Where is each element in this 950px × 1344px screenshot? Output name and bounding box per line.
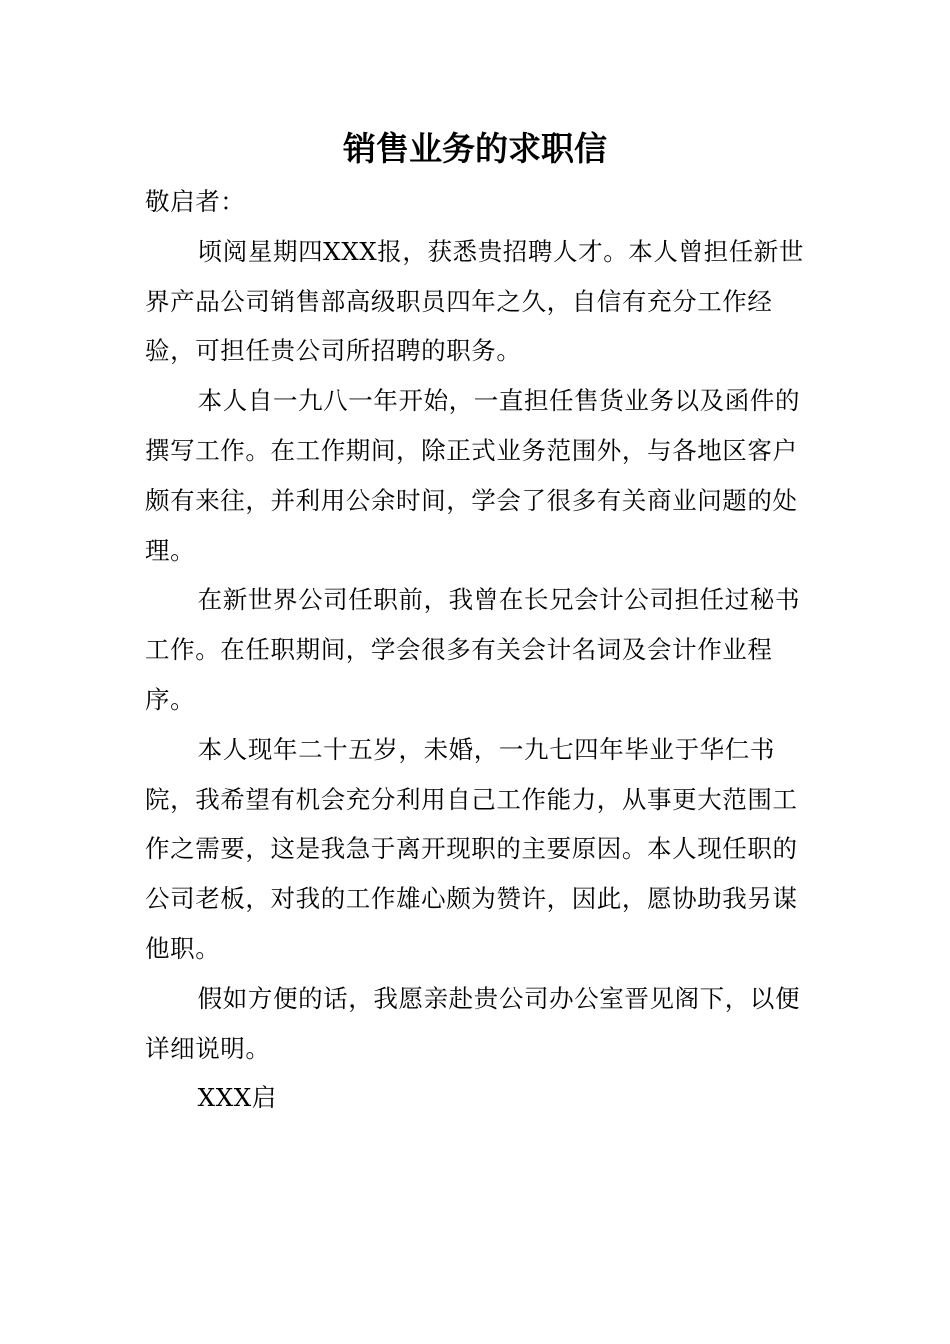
letter-signature: XXX启 — [197, 1083, 277, 1113]
letter-paragraph-3: 在新世界公司任职前，我曾在长兄会计公司担任过秘书工作。在任职期间，学会很多有关会计名词及会计作业程序。 — [145, 585, 801, 714]
letter-salutation: 敬启者： — [145, 187, 246, 216]
letter-paragraph-5: 假如方便的话，我愿亲赴贵公司办公室晋见阁下，以便详细说明。 — [145, 983, 801, 1063]
letter-paragraph-4: 本人现年二十五岁，未婚，一九七四年毕业于华仁书院，我希望有机会充分利用自己工作能力，从事更大范围工作之需要，这是我急于离开现职的主要原因。本人现任职的公司老板，对我的工作雄心颇为赞许，因此，愿协助我另谋他职。 — [145, 734, 798, 963]
letter-paragraph-1: 顷阅星期四XXX报，获悉贵招聘人才。本人曾担任新世界产品公司销售部高级职员四年之久，自信有充分工作经验，可担任贵公司所招聘的职务。 — [145, 236, 804, 366]
letter-body — [145, 177, 810, 1123]
document-title: 销售业务的求职信 — [343, 129, 607, 168]
letter-paragraph-2: 本人自一九八一年开始，一直担任售货业务以及函件的撰写工作。在工作期间，除正式业务范围外，与各地区客户颇有来往，并利用公余时间，学会了很多有关商业问题的处理。 — [145, 386, 801, 565]
